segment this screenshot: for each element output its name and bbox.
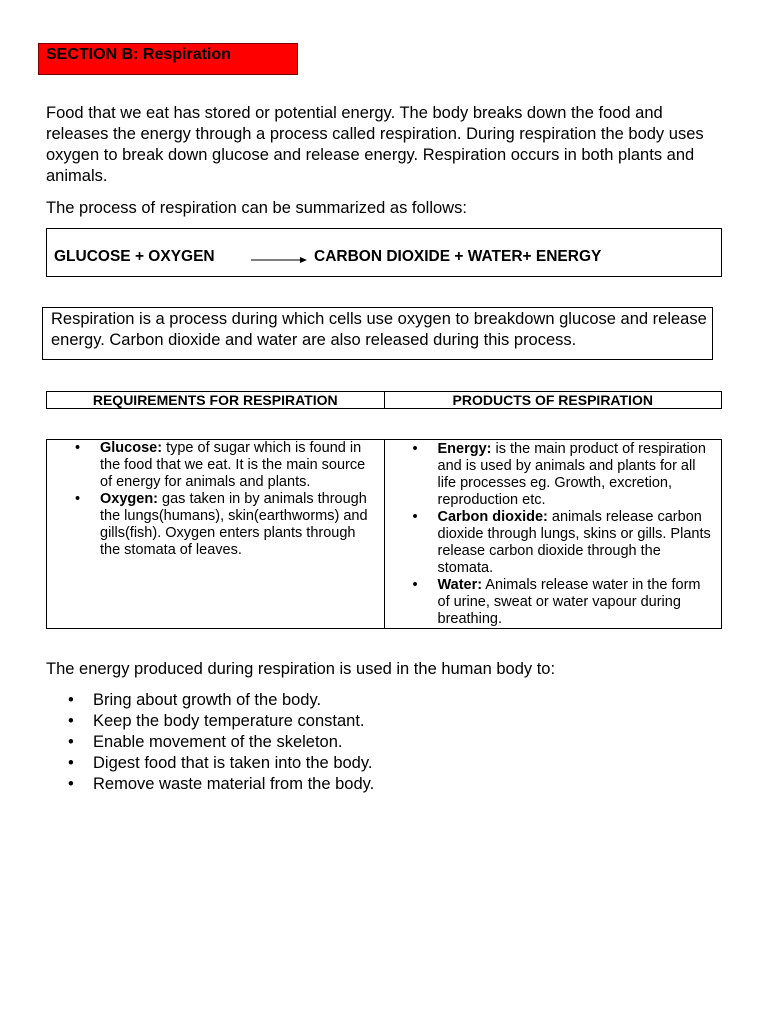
equation-products: CARBON DIOXIDE + WATER+ ENERGY — [314, 248, 602, 265]
bullet-icon: • — [75, 491, 81, 507]
item-term: Carbon dioxide: — [437, 509, 548, 525]
list-item — [47, 440, 384, 491]
use-text: Bring about growth of the body. — [93, 691, 322, 709]
requirements-list — [47, 440, 384, 559]
intro-paragraph: Food that we eat has stored or potential energy. The body breaks down the food and releases the energy through a process called respiration. During respiration the body uses oxygen to break down glucose and release energy. Respiration occurs in both plants and animals. — [46, 104, 704, 185]
table-body — [46, 439, 722, 629]
list-item — [47, 491, 384, 559]
bullet-icon: • — [68, 691, 74, 709]
header-requirements: REQUIREMENTS FOR RESPIRATION — [92, 392, 338, 408]
item-text: gas taken in by animals through the lungs(humans), skin(earthworms) and gills(fish). Oxygen enters plants through the stomata of leaves. — [100, 491, 368, 558]
list-item — [46, 732, 374, 753]
bullet-icon: • — [75, 440, 81, 456]
bullet-icon: • — [68, 733, 74, 751]
list-item — [46, 711, 374, 732]
summary-intro: The process of respiration can be summarized as follows: — [46, 199, 467, 217]
bullet-icon: • — [412, 577, 418, 593]
item-term: Water: — [437, 577, 483, 593]
bullet-icon: • — [68, 754, 74, 772]
equation-reactants: GLUCOSE + OXYGEN — [54, 248, 215, 265]
use-text: Remove waste material from the body. — [93, 775, 375, 793]
item-text: animals release carbon dioxide through lungs, skins or gills. Plants release carbon dioxide through the stomata. — [437, 509, 711, 576]
bullet-icon: • — [68, 712, 74, 730]
item-text: is the main product of respiration and is used by animals and plants for all life processes eg. Growth, excretion, reproduction etc. — [437, 441, 706, 508]
bullet-icon: • — [412, 509, 418, 525]
use-text: Enable movement of the skeleton. — [93, 733, 343, 751]
use-text: Keep the body temperature constant. — [93, 712, 365, 730]
list-item — [46, 753, 374, 774]
item-term: Glucose: — [100, 440, 163, 456]
section-title: SECTION B: Respiration — [38, 43, 298, 75]
table-header — [46, 391, 722, 409]
use-text: Digest food that is taken into the body. — [93, 754, 373, 772]
products-list — [385, 441, 722, 628]
item-term: Energy: — [437, 441, 492, 457]
item-term: Oxygen: — [100, 491, 159, 507]
list-item — [385, 441, 722, 509]
bullet-icon: • — [412, 441, 418, 457]
products-cell — [384, 440, 722, 628]
uses-list — [46, 690, 374, 795]
list-item — [385, 509, 722, 577]
bullet-icon: • — [68, 775, 74, 793]
arrow-icon — [251, 256, 307, 264]
list-item — [46, 774, 374, 795]
equation-box — [46, 228, 722, 277]
list-item — [385, 577, 722, 628]
requirements-cell — [47, 440, 384, 628]
list-item — [46, 690, 374, 711]
header-products: PRODUCTS OF RESPIRATION — [384, 392, 722, 408]
definition-box: Respiration is a process during which cells use oxygen to breakdown glucose and release energy. Carbon dioxide and water are also released during this process. — [42, 307, 713, 360]
uses-intro: The energy produced during respiration is used in the human body to: — [46, 660, 556, 678]
item-text: type of sugar which is found in the food that we eat. It is the main source of energy for animals and plants. — [100, 440, 366, 490]
item-text: Animals release water in the form of urine, sweat or water vapour during breathing. — [437, 577, 701, 627]
